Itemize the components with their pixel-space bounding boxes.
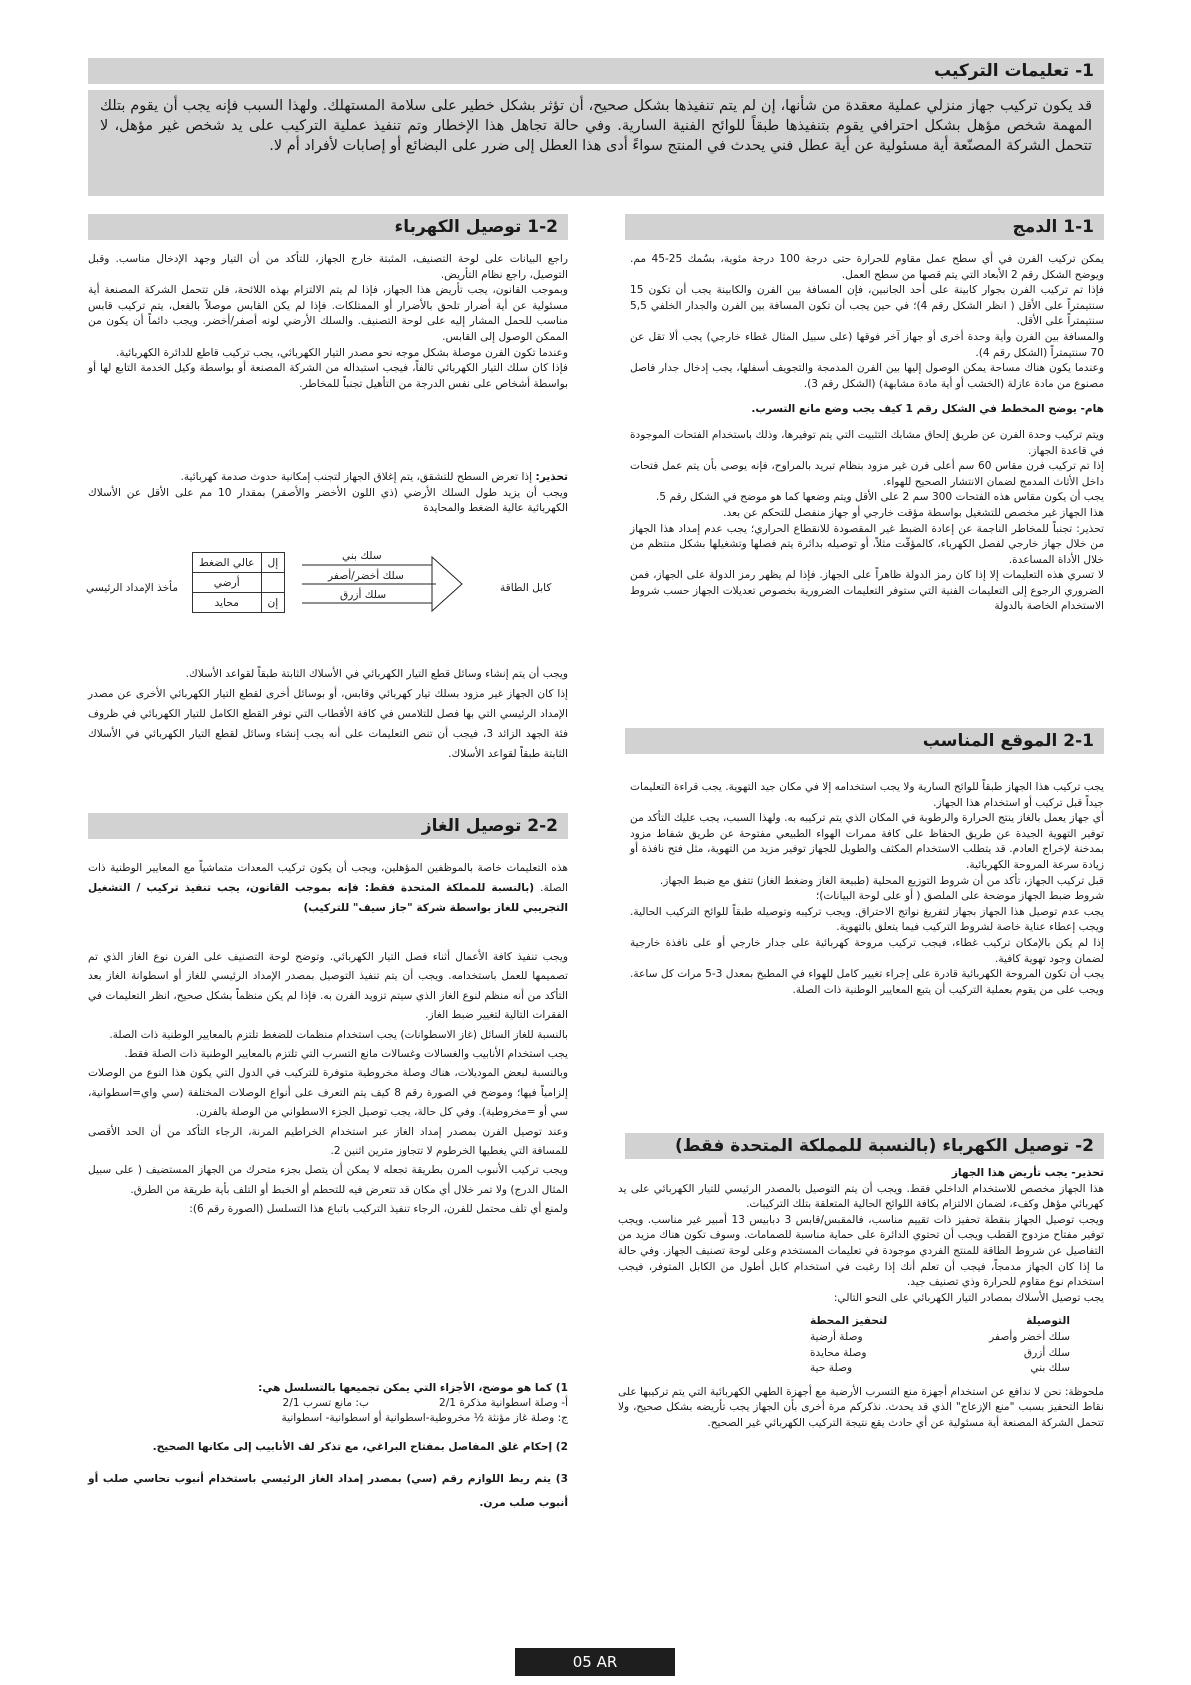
paragraph: ويجب تركيب الأنبوب المرن بطريقة تجعله لا يمكن أن يتصل بجزء متحرك من الجهاز المستضيف ( على سبيل المثال الدرج) ولا تمر خلال أي مكان قد تتعرض فيه للتحطم أو الخبط أو التلف بأية طريقة من الطرق. [88,1164,568,1196]
terminal-label: محايد [193,593,262,613]
paragraph: وعندما تكون الفرن موصلة بشكل موجه نحو مصدر التيار الكهربائي، يجب تركيب قاطع للدائرة الكهربائية. [116,346,568,359]
wire-label-green-yellow: سلك أخضر/أصفر [328,570,404,582]
section-2-1-body [630,780,1104,998]
terminal-label: عالي الضغط [193,553,262,573]
paragraph: وبموجب القانون، يجب تأريض هذا الجهاز، فإذا لم يتم الالتزام بهذه اللائحة، فلن تتحمل الشركة المصنعة أية مسئولية عن أية أضرار تلحق بالأضرار أو الممتلكات. فإذا لم يكن القابس موصلاً بالفعل، يتم تركيب قابس مناسب للحمل المشار إليه على لوحة التصنيف. والسلك الأرضي لونه أصفر/أخضر. ويجب دائماً أن يكون من الممكن الوصول إلى القابس. [88,284,568,343]
part-c: ج: وصلة غاز مؤنثة ½ مخروطية-اسطوانية أو اسطوانية- اسطوانية [281,1412,568,1424]
paragraph: والمسافة بين الفرن وأية وحدة أخرى أو جهاز آخر فوقها (على سبيل المثال غطاء خارجي) يجب ألا تقل عن 70 سنتيمتراً (الشكل رقم 4). [630,330,1104,359]
cell: سلك أخضر وأصفر [989,1330,1070,1343]
power-cable-label: كابل الطاقة [500,582,552,594]
paragraph: يجب أن تكون المروحة الكهربائية قادرة على إجراء تغيير كامل للهواء في المطبخ بمعدل 3-5 مرات كل ساعة. ويجب على من يقوم بعملية التركيب أن يتبع المعايير الوطنية ذات الصلة. [630,968,1105,996]
wire-label-brown: سلك بني [342,550,382,562]
cell: وصلة حية [810,1362,853,1375]
section-2-uk-body [618,1166,1104,1432]
assembly-steps [88,1381,568,1515]
paragraph: هذا الجهاز غير مخصص للتشغيل بواسطة مؤقت خارجي أو جهاز منفصل للتحكم عن بعد. [723,506,1104,519]
paragraph: بالنسبة للغاز السائل (غاز الاسطوانات) يجب استخدام منظمات للضغط تلتزم بالمعايير الوطنية ذات الصلة. [109,1028,568,1041]
section-1-title: 1- تعليمات التركيب [88,58,1104,84]
section-2-2-title: 2-2 توصيل الغاز [88,813,568,839]
terminal-row [193,553,285,573]
paragraph: هذا الجهاز مخصص للاستخدام الداخلي فقط. ويجب أن يتم التوصيل بالمصدر الرئيسي للتيار الكهربائي على يد كهربائي مؤهل وكفء، لضمان الالتزام بكافة اللوائح الحالية المتعلقة بتلك التركيبات. [618,1182,1104,1211]
section-2-uk-title: 2- توصيل الكهرباء (بالنسبة للمملكة المتحدة فقط) [625,1133,1104,1159]
terminal-row [193,573,285,593]
important-note: هام- يوضح المخطط في الشكل رقم 1 كيف يجب وضع مانع التسرب. [751,403,1104,416]
paragraph: ويجب أن يتم إنشاء وسائل قطع التيار الكهربائي في الأسلاك الثابتة طبقاً لقواعد الأسلاك. [185,668,568,680]
paragraph: ولمنع أي تلف محتمل للفرن، الرجاء تنفيذ التركيب باتباع هذا التسلسل (الصورة رقم 6): [189,1203,568,1216]
intro-text: هذه التعليمات خاصة بالموظفين المؤهلين، ويجب أن يكون تركيب المعدات متماشياً مع المعايير الوطنية ذات الصلة. [88,862,568,894]
earth-warning: تحذير- يجب تأريض هذا الجهاز [951,1167,1104,1179]
paragraph: راجع البيانات على لوحة التصنيف، المثبتة خارج الجهاز، للتأكد من أن التيار وجهد الإدخال مناسب. وقبل التوصيل، راجع نظام التأريض. [88,253,568,281]
mains-socket-label: مأخذ الإمداد الرئيسي [86,582,179,594]
paragraph: شروط ضبط الجهاز موضحة على الملصق ( أو على لوحة البيانات)؛ [815,890,1104,903]
paragraph: وعندما يكون هناك مساحة يمكن الوصول إليها بين الفرن المدمجة والتجويف أسفلها، يجب إدخال جدار فاصل مصنوع من مادة عازلة (الخشب أو أية مادة مشابهة) (الشكل رقم 3). [630,362,1104,390]
wiring-diagram [80,548,580,622]
warning-label: تحذير: [535,471,568,483]
terminal-row [193,593,285,613]
terminal-code: إل [261,553,285,573]
warning-text: إذا تعرض السطح للتشقق، يتم إغلاق الجهاز لتجنب إمكانية حدوث صدمة كهربائية. [180,471,536,483]
section-1-intro: قد يكون تركيب جهاز منزلي عملية معقدة من شأنها، إن لم يتم تنفيذها بشكل صحيح، أن تؤثر بشكل خطير على سلامة المستهلك. ولهذا السبب فإنه يجب أن يقوم بتلك المهمة شخص مؤهل بشكل احترافي يقوم بتنفيذها طبقاً للوائح الفنية السارية. وفي حالة تجاهل هذا الإخطار وتم تنفيذ عملية التركيب على يد شخص غير مؤهل، لا تتحمل الشركة المصنّعة أية مسئولية عن أية عطل فني يحدث في المنتج سواءً أدى هذا العطل إلى ضرر على البضائع أو إصابات لأفراد أم لا. [88,90,1104,196]
wiring-table-row [810,1346,1070,1362]
paragraph: إذا تم تركيب فرن مقاس 60 سم أعلى فرن غير مزود بنظام تبريد بالمراوح، فإنه يوصى بأن يتم عمل فتحات داخل الأثاث المدمج لضمان الانتشار الصحيح للهواء. [630,460,1104,488]
terminal-label: أرضي [193,573,262,593]
electric-warning [88,470,568,517]
paragraph: ويجب توصيل الجهاز بنقطة تحفيز ذات تقييم مناسب، فالمقبس/قابس 3 دبابيس 13 أمبير غير مناسب. ويجب توفير مفتاح مزدوج القطب ويجب أن تحتوي الدائرة على حماية مناسبة للصمامات. وسوف تكون هناك مزيد من التفاصيل عن شروط الطاقة للمنتج الفردي موجودة في تعليمات المستخدم وعلى لوحة تصنيف الجهاز. وفي حالة ما إذا كان الجهاز مدمجاً، فيجب أن تعلم أنك إذا رغبت في استخدام كابل أطول من الكابل المتوفر، فيجب استخدام نوع مقاوم للحرارة وذي تصنيف جيد. [618,1213,1104,1289]
wire-label-blue: سلك أزرق [340,589,387,601]
paragraph: يجب أن يكون مقاس هذه الفتحات 300 سم 2 على الأقل ويتم وضعها كما هو موضح في الشكل رقم 5. [655,491,1104,504]
paragraph: أي جهاز يعمل بالغاز ينتج الحرارة والرطوبة في المكان الذي يتم تركيبه به. ولهذا السبب، يجب عليك التأكد من توفير التهوية الجيدة عن طريق الحفاظ على كافة ممرات الهواء الطبيعي مفتوحة عن طريق شفاط مزود بمدخنة لإخراج العادم. قد يتطلب الاستخدام المكثف والطويل للجهاز توفير مزيد من التهوية، مثل فتح نافذة أو زيادة سرعة المروحة الكهربائية. [630,812,1104,871]
paragraph: ويجب أن يزيد طول السلك الأرضي (ذي اللون الأخضر والأصفر) بمقدار 10 مم على الأقل عن الأسلاك الكهربائية عالية الضغط والمحايدة [88,486,568,515]
paragraph: يمكن تركيب الفرن في أي سطح عمل مقاوم للحرارة حتى درجة 100 درجة مئوية، بسُمك 25-45 مم. ويوضح الشكل رقم 2 الأبعاد التي يتم قصها من سطح العمل. [630,253,1104,281]
section-1-2-body [88,252,568,392]
paragraph: وبالنسبة لبعض الموديلات، هناك وصلة مخروطية متوفرة للتركيب في الدول التي يكون هذا النوع من الوصلات إلزامياً فيها؛ وموضح في الصورة رقم 8 كيف يتم التعرف على أنواع الوصلات المختلفة (سي واي=اسطوانية، سي أو =مخروطية). وفي كل حالة، يجب توصيل الجزء الاسطواني من الوصلة بالفرن. [88,1067,568,1119]
paragraph: ويتم تركيب وحدة الفرن عن طريق إلحاق مشابك التثبيت التي يتم توفيرها، وذلك باستخدام الفتحات الموجودة في قاعدة الجهاز. [630,428,1104,457]
paragraph: ويجب تنفيذ كافة الأعمال أثناء فصل التيار الكهربائي. وتوضح لوحة التصنيف على الفرن نوع الغاز الذي تم تصميمها للعمل باستخدامه. ويجب أن يتم تنفيذ التوصيل بمصدر الإمداد الرئيسي للغاز أو اسطوانة الغاز بعد التأكد من أنه منظم لنوع الغاز الذي سيتم تزويد الفرن به. فإذا لم يكن منظماً بشكل صحيح، انظر التعليمات في الفقرات التالية لتغيير ضبط الغاز. [88,951,568,1022]
paragraph: قبل تركيب الجهاز، تأكد من أن شروط التوزيع المحلية (طبيعة الغاز وضغط الغاز) تتفق مع ضبط الجهاز. [659,874,1104,887]
paragraph [88,470,568,486]
paragraph: تحذير: تجنباً للمخاطر الناجمة عن إعادة الضبط غير المقصودة للانقطاع الحراري؛ يجب عدم إمداد هذا الجهاز من خلال جهاز خارجي لفصل الكهرباء، كالمؤقّت مثلاً، أو توصيله بدائرة يتم فصلها وتشغيلها بشكل منتظم من خلال الأداة المساعدة. [630,522,1104,566]
part-b: ب: مانع تسرب 2/1 [282,1397,369,1409]
note: ملحوظة: نحن لا ندافع عن استخدام أجهزة منع التسرب الأرضية مع أجهزة الطهي الكهربائية التي يتم تركيبها على نقاط التحفيز بسبب "منع الإزعاج" الذي قد يحدث. نذكركم مرة أخرى بأن الجهاز يجب تأريضه بشكل صحيح، ولا تتحمل الشركة المصنعة أية مسئولية عن أي حادث يقع نتيجة التركيب الكهربائي غير الصحيح. [618,1385,1104,1429]
section-2-1-title: 2-1 الموقع المناسب [625,728,1104,754]
terminal-code: إن [261,593,285,613]
paragraph: لا تسري هذه التعليمات إلا إذا كان رمز الدولة ظاهراً على الجهاز. فإذا لم يظهر رمز الدولة على الجهاز، فمن الضروري الرجوع إلى التعليمات الفنية التي ستوفر التعليمات الضرورية بخصوص تعديلات الجهاز حسب شروط الاستخدام الخاصة بالدولة [630,569,1104,613]
wire-arrows [302,552,482,616]
step-2: 2) إحكام غلق المفاصل بمفتاح البراغي، مع تذكر لف الأنابيب إلى مكانها الصحيح. [152,1441,568,1453]
page-number: 05 AR [515,1648,675,1676]
section-2-2-body [88,948,568,1220]
terminal-table [192,552,285,613]
paragraph: يجب توصيل الأسلاك بمصادر التيار الكهربائي على النحو التالي: [833,1291,1104,1304]
paragraph: فإذا كان سلك التيار الكهربائي تالفاً، فيجب استبداله من الشركة المصنعة أو بواسطة وكيل الخدمة التابع لها أو بواسطة أشخاص على نفس الدرجة من التأهيل تجنباً للمخاطر. [88,362,568,390]
paragraph: يجب تركيب هذا الجهاز طبقاً للوائح السارية ولا يجب استخدامه إلا في مكان جيد التهوية. يجب قراءة التعليمات جيداً قبل تركيب أو استخدام هذا الجهاز. [630,781,1104,809]
header-connection: التوصيلة [1026,1315,1070,1328]
section-2-2-intro [88,858,568,918]
section-1-1-body [630,252,1104,615]
section-1-2-body-2 [88,664,568,764]
paragraph: يجب استخدام الأنابيب والغسالات وغسالات مانع التسرب التي تلتزم بالمعايير الوطنية ذات الصلة فقط. [124,1048,568,1061]
part-a: أ- وصلة اسطوانية مذكرة 2/1 [438,1397,568,1409]
arrow-head [432,557,462,611]
section-1-1-title: 1-1 الدمج [625,214,1104,240]
step-3: 3) يتم ربط اللوازم رقم (سي) بمصدر إمداد الغاز الرئيسي باستخدام أنبوب نحاسي صلب أو أنبوب صلب مرن. [88,1473,568,1509]
step-1-parts [88,1396,568,1411]
paragraph: إذا لم يكن بالإمكان تركيب غطاء، فيجب تركيب مروحة كهربائية على جدار خارجي أو على نافذة خارجية لضمان وجود تهوية كافية. [630,936,1104,965]
paragraph: يجب عدم توصيل هذا الجهاز بجهاز لتفريغ نواتج الاحتراق. ويجب تركيبه وتوصيله طبقاً للوائح التركيب الحالية. ويجب إعطاء عناية خاصة لشروط التركيب فيما يتعلق بالتهوية. [630,905,1104,934]
paragraph [88,858,568,918]
cell: وصلة محايدة [810,1346,867,1359]
section-1-2-title: 1-2 توصيل الكهرباء [88,214,568,240]
cell: سلك بني [1030,1362,1070,1375]
terminal-code [261,573,285,593]
paragraph: فإذا تم تركيب الفرن بجوار كابينة على أحد الجانبين، فإن المسافة بين الفرن والكابينة يجب أن تكون 15 سنتيمتراً على الأقل ( انظر الشكل رقم 4)؛ في حين يجب أن تكون المسافة بين الفرن والجدار الخلفي 5,5 سنتيمتراً على الأقل. [630,284,1104,328]
cell: وصلة أرضية [810,1330,863,1343]
wiring-table [810,1314,1070,1376]
uk-note: (بالنسبة للمملكة المتحدة فقط: فإنه بموجب القانون، يجب تنفيذ تركيب / التشغيل التجريبي للغاز بواسطة شركة "جاز سيف" للتركيب) [88,882,568,914]
cell: سلك أزرق [1023,1346,1070,1359]
header-terminal: لتحفيز المحطة [810,1315,888,1328]
paragraph: إذا كان الجهاز غير مزود بسلك تيار كهربائي وقابس، أو بوسائل أخرى لقطع التيار الكهربائي الأخرى عن مصدر الإمداد الرئيسي التي بها فصل للتلامس في كافة الأقطاب التي توفر القطع الكامل للتيار الكهربائي في ظروف فئة الجهد الزائد 3، فيجب أن تنص التعليمات على أنه يجب إنشاء وسائل لقطع التيار الكهربائي في الأسلاك الثابتة طبقاً لقواعد الأسلاك. [88,688,569,760]
wiring-table-row [810,1361,1070,1377]
wiring-table-row [810,1330,1070,1346]
paragraph: وعند توصيل الفرن بمصدر إمداد الغاز عبر استخدام الخراطيم المرنة، الرجاء التأكد من أن الحد الأقصى للمسافة التي يغطيها الخرطوم لا تتجاوز مترين اثنين 2. [88,1125,568,1158]
wiring-table-header [810,1314,1070,1330]
step-1: 1) كما هو موضح، الأجزاء التي يمكن تجميعها بالتسلسل هي: [258,1382,568,1394]
